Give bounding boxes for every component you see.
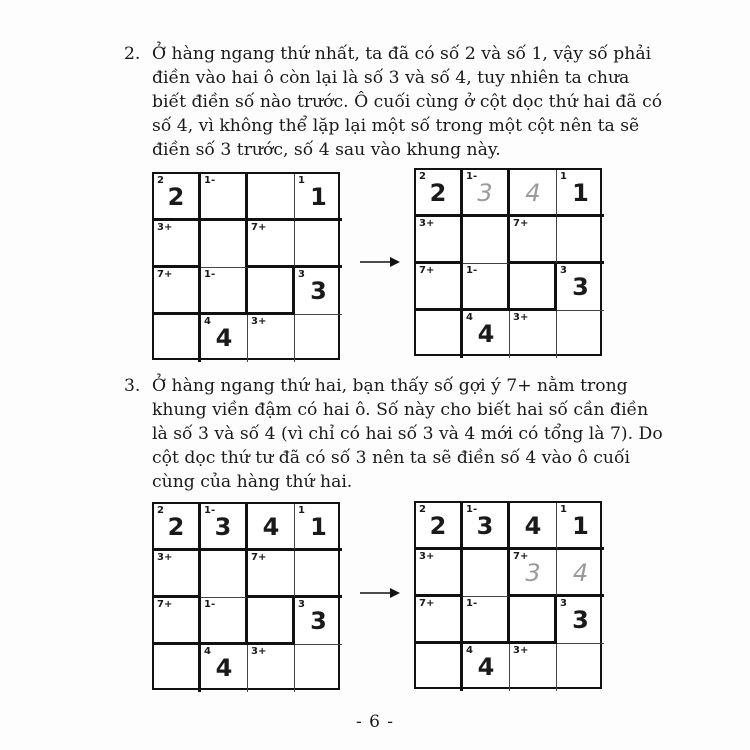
cage-clue: 3+ xyxy=(157,552,173,563)
grid-cell xyxy=(154,598,201,645)
cage-clue: 3+ xyxy=(419,218,435,229)
grid-cell xyxy=(295,551,342,598)
grid-cell xyxy=(463,503,510,550)
grid-cell xyxy=(201,504,248,551)
grid-cell xyxy=(463,597,510,644)
grid-cell xyxy=(463,264,510,311)
cell-value: 4 xyxy=(262,513,280,541)
grid-cell xyxy=(248,598,295,645)
grid-cell xyxy=(201,598,248,645)
hint-value: 3 xyxy=(525,559,541,587)
cage-clue: 1- xyxy=(466,265,478,276)
grid-cell xyxy=(295,315,342,362)
cell-value: 3 xyxy=(572,606,589,634)
grid-cell xyxy=(416,550,463,597)
cage-clue: 3+ xyxy=(251,646,267,657)
grid-cell xyxy=(557,264,604,311)
cage-clue: 3+ xyxy=(157,222,173,233)
cage-clue: 4 xyxy=(204,316,211,327)
grid-cell xyxy=(154,221,201,268)
grid-cell xyxy=(295,174,342,221)
grid-cell xyxy=(416,311,463,358)
cage-clue: 4 xyxy=(466,312,473,323)
cell-value: 2 xyxy=(167,513,185,541)
right-arrow-icon xyxy=(360,586,400,600)
grid-cell xyxy=(557,311,604,358)
cage-clue: 3+ xyxy=(419,551,435,562)
cage-clue: 7+ xyxy=(513,218,529,229)
grid-cell xyxy=(463,170,510,217)
cage-clue: 3+ xyxy=(513,312,529,323)
cell-value: 4 xyxy=(524,512,542,540)
grid-cell xyxy=(510,170,557,217)
cage-clue: 1- xyxy=(466,171,478,182)
grid-cell xyxy=(557,644,604,691)
text-line: khung viền đậm có hai ô. Số này cho biết hai số cần điền xyxy=(152,400,649,420)
cell-value: 1 xyxy=(572,179,589,207)
text-line: biết điền số nào trước. Ô cuối cùng ở cột dọc thứ hai đã có xyxy=(152,92,663,112)
grid-cell xyxy=(416,217,463,264)
text-line: Ở hàng ngang thứ nhất, ta đã có số 2 và số 1, vậy số phải xyxy=(152,44,652,64)
cage-clue: 1 xyxy=(560,504,567,515)
grid-cell xyxy=(248,504,295,551)
page-number: - 6 - xyxy=(355,712,395,732)
grid-cell xyxy=(201,645,248,692)
cell-value: 2 xyxy=(429,179,447,207)
cage-clue: 4 xyxy=(466,645,473,656)
cage-clue: 7+ xyxy=(419,265,435,276)
step-text xyxy=(152,374,663,494)
grid-cell xyxy=(201,174,248,221)
grid-cell xyxy=(201,315,248,362)
grid-cell xyxy=(154,551,201,598)
text-line: số 4, vì không thể lặp lại một số trong một cột nên ta sẽ xyxy=(152,116,640,136)
cell-value: 4 xyxy=(477,653,495,681)
cage-clue: 2 xyxy=(419,171,426,182)
cell-value: 1 xyxy=(310,183,327,211)
grid-cell xyxy=(510,264,557,311)
cell-value: 3 xyxy=(214,513,232,541)
cell-value: 3 xyxy=(310,607,327,635)
grid-cell xyxy=(557,503,604,550)
cage-clue: 1- xyxy=(466,504,478,515)
cage-clue: 7+ xyxy=(157,599,173,610)
step-2 xyxy=(124,42,663,162)
grid-cell xyxy=(557,597,604,644)
grid-cell xyxy=(463,644,510,691)
step-number: 2. xyxy=(124,44,141,64)
grid-cell xyxy=(248,551,295,598)
cage-clue: 1 xyxy=(298,505,305,516)
cage-clue: 7+ xyxy=(251,222,267,233)
text-line: điền vào hai ô còn lại là số 3 và số 4, tuy nhiên ta chưa xyxy=(152,68,630,88)
cage-clue: 4 xyxy=(204,646,211,657)
cage-clue: 7+ xyxy=(251,552,267,563)
grid-cell xyxy=(557,170,604,217)
grid-cell xyxy=(154,315,201,362)
cage-clue: 1- xyxy=(204,599,216,610)
grid-cell xyxy=(201,268,248,315)
cage-clue: 3+ xyxy=(513,645,529,656)
cage-clue: 3 xyxy=(560,598,567,609)
text-line: Ở hàng ngang thứ hai, bạn thấy số gợi ý 7+ nằm trong xyxy=(152,376,628,396)
grid-cell xyxy=(557,217,604,264)
cell-value: 4 xyxy=(477,320,495,348)
grid-cell xyxy=(201,221,248,268)
step-3 xyxy=(124,374,663,494)
cage-clue: 1- xyxy=(204,505,216,516)
grid-cell xyxy=(416,503,463,550)
cage-clue: 3 xyxy=(298,599,305,610)
grid-cell xyxy=(154,174,201,221)
cage-clue: 3 xyxy=(298,269,305,280)
cage-clue: 1 xyxy=(298,175,305,186)
cage-clue: 2 xyxy=(157,505,164,516)
cell-value: 4 xyxy=(215,654,233,682)
grid-cell xyxy=(510,217,557,264)
grid-cell xyxy=(248,315,295,362)
grid-cell xyxy=(295,598,342,645)
grid-cell xyxy=(463,550,510,597)
cage-clue: 1 xyxy=(560,171,567,182)
grid-cell xyxy=(416,597,463,644)
grid-cell xyxy=(248,221,295,268)
cage-clue: 2 xyxy=(419,504,426,515)
grid-cell xyxy=(510,550,557,597)
grid-cell xyxy=(248,174,295,221)
grid-cell xyxy=(416,264,463,311)
cage-clue: 1- xyxy=(204,175,216,186)
grid-cell xyxy=(154,645,201,692)
cage-clue: 1- xyxy=(204,269,216,280)
grid-cell xyxy=(557,550,604,597)
cell-value: 2 xyxy=(167,183,185,211)
text-line: điền số 3 trước, số 4 sau vào khung này. xyxy=(152,140,501,160)
cage-clue: 3+ xyxy=(251,316,267,327)
grid-cell xyxy=(295,221,342,268)
step-number: 3. xyxy=(124,376,141,396)
cage-clue: 1- xyxy=(466,598,478,609)
hint-value: 4 xyxy=(572,559,589,587)
grid-cell xyxy=(248,645,295,692)
grid-cell xyxy=(510,644,557,691)
grid-cell xyxy=(295,504,342,551)
grid-cell xyxy=(201,551,248,598)
right-arrow-icon xyxy=(360,255,400,269)
cage-clue: 7+ xyxy=(157,269,173,280)
cell-value: 3 xyxy=(310,277,327,305)
grid-cell xyxy=(510,503,557,550)
cage-clue: 2 xyxy=(157,175,164,186)
text-line: cột dọc thứ tư đã có số 3 nên ta sẽ điền số 4 vào ô cuối xyxy=(152,448,631,468)
grid-cell xyxy=(416,170,463,217)
cell-value: 1 xyxy=(310,513,327,541)
grid-cell xyxy=(295,645,342,692)
step-text xyxy=(152,42,663,162)
grid-cell xyxy=(154,504,201,551)
grid-step3-after xyxy=(414,501,602,689)
cell-value: 3 xyxy=(572,273,589,301)
cell-value: 3 xyxy=(476,512,494,540)
grid-cell xyxy=(154,268,201,315)
cage-clue: 7+ xyxy=(419,598,435,609)
grid-cell xyxy=(510,597,557,644)
cell-value: 1 xyxy=(572,512,589,540)
grid-step2-after xyxy=(414,168,602,356)
grid-step3-before xyxy=(152,502,340,690)
grid-cell xyxy=(463,311,510,358)
grid-cell xyxy=(463,217,510,264)
cage-clue: 7+ xyxy=(513,551,529,562)
grid-cell xyxy=(416,644,463,691)
grid-cell xyxy=(248,268,295,315)
grid-cell xyxy=(295,268,342,315)
grid-step2-before xyxy=(152,172,340,360)
cage-clue: 3 xyxy=(560,265,567,276)
grid-cell xyxy=(510,311,557,358)
hint-value: 4 xyxy=(525,179,541,207)
cell-value: 2 xyxy=(429,512,447,540)
text-line: là số 3 và số 4 (vì chỉ có hai số 3 và 4 mới có tổng là 7). Do xyxy=(152,424,663,444)
text-line: cùng của hàng thứ hai. xyxy=(152,472,353,492)
hint-value: 3 xyxy=(477,179,493,207)
cell-value: 4 xyxy=(215,324,233,352)
